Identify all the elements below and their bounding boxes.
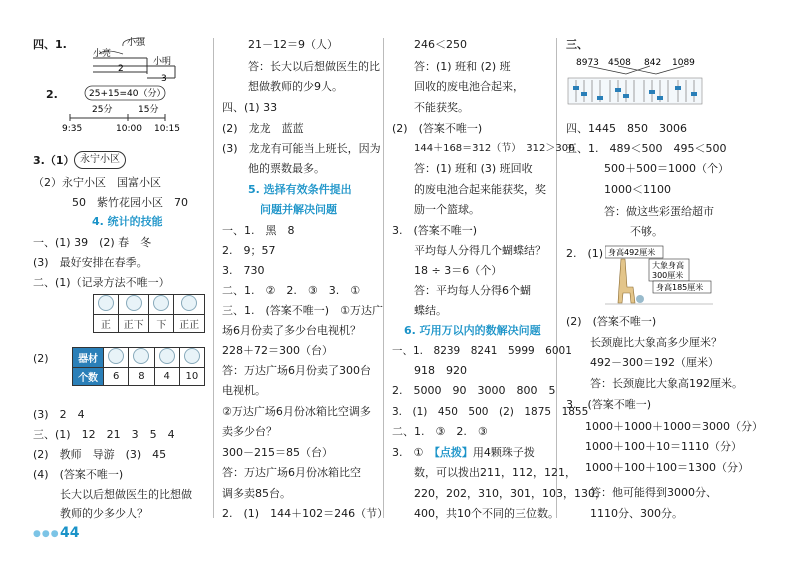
c2-line: 答：长大以后想做医生的比 [248,60,380,73]
c2-line: 2. 9；57 [222,244,276,257]
c3-line-rest: 用4颗珠子拨 [472,446,535,459]
q4-1-label: 四、1. [33,38,67,51]
diagram2-t2: 10:00 [116,124,142,134]
segment-diagram-1 [85,34,195,82]
c2-line: 300－215＝85（台） [222,446,333,459]
c3-line: 220，202，310，301，103，130， [414,487,606,500]
table-cell [129,348,154,368]
section6-title: 6. 巧用万以内的数解决问题 [404,324,541,337]
section4-title: 4. 统计的技能 [92,215,163,228]
abacus-num: 1089 [672,58,695,68]
diagram2-t3: 10:15 [154,124,180,134]
c4-line: 3. (答案不唯一) [566,398,652,411]
c3-line: 励一个篮球。 [414,203,480,216]
tally-cell: 正 [94,315,119,333]
table-cell [179,348,204,368]
table-cell [174,295,205,315]
q3-2: （2）永宁小区 国富小区 [33,176,161,189]
s4-3-4a: 长大以后想做医生的比想做 [60,488,192,501]
s4-2-3: (3) 2 4 [33,408,85,421]
giraffe-height-label: 身高492厘米 [608,248,656,257]
c4-line: 长颈鹿比大象高多少厘米？ [590,336,722,349]
diagram1-n1: 2 [118,64,124,74]
s4-2-1: 二、(1)（记录方法不唯一） [33,276,170,289]
diagram1-label-a: 小亮 [93,49,112,59]
c4-line: 2. (1) [566,247,604,260]
c3-line: 3. (1) 450 500 (2) 1875 1855 [392,406,589,418]
c4-line: 五、1. 489＜500 495＜500 [566,142,727,155]
c3-line: 246＜250 [414,38,467,51]
c2-line: 电视机。 [222,384,266,397]
s4-3-4: (4) (答案不唯一) [33,468,124,481]
column-divider-1 [213,38,214,518]
giraffe-elephant-diagram [605,245,715,307]
diagram2-eq: 25+15=40（分） [89,89,166,99]
elephant-height: 300厘米 [652,271,684,280]
c4-line: 1000＋100＋10＝1110（分） [585,440,742,453]
c3-line: 不能获奖。 [414,101,469,114]
s4-3-1: 三、(1) 12 21 3 5 4 [33,428,175,441]
s4-3-2: (2) 教师 导游 (3) 45 [33,448,167,461]
column-divider-2 [383,38,384,518]
c4-line: 1110分、300分。 [590,507,683,520]
shuttlecock-icon [159,348,175,364]
page-dots: ●●● [33,529,60,539]
count-cell: 6 [104,368,129,386]
c2-line: 一、1. 黑 8 [222,224,295,237]
c4-line: 答：做这些彩蛋给超市 [604,205,714,218]
tally-cell: 下 [149,315,174,333]
c2-line: 他的票数最多。 [248,162,325,175]
timeline-diagram-2 [60,84,190,134]
c4-line: 不够。 [630,225,663,238]
elephant-label: 大象身高 [652,261,684,270]
tally-cell: 正下 [118,315,149,333]
c2-line: 2. (1) 144＋102＝246（节） [222,507,389,520]
q4-2-label: 2. [46,88,58,101]
q3-2b: 50 紫竹花园小区 70 [72,196,188,209]
jump-rope-icon [181,295,197,311]
c3-line: 答：平均每人分得6个蝴 [414,284,531,297]
abacus-num: 842 [644,58,662,68]
table-cell [118,295,149,315]
table-cell [104,348,129,368]
c4-line: 三、 [566,38,588,51]
abacus-num: 8973 [576,58,599,68]
c3-line-hint [392,446,535,460]
shuttlecock-icon [153,295,169,311]
count-table [72,347,205,386]
diagram1-n2: 3 [161,74,167,82]
basketball-icon [133,348,149,364]
c2-line: 3. 730 [222,264,265,277]
s4-3: (3) 最好安排在春季。 [33,256,148,269]
c4-line: 答：他可能得到3000分、 [590,486,717,499]
diagram2-a: 25分 [92,105,113,115]
c3-line: 918 920 [414,364,467,377]
c3-line: 数，可以拨出211，112，121， [414,466,576,479]
section5-title-2: 问题并解决问题 [260,203,337,216]
c3-line: (2) (答案不唯一) [392,122,483,135]
diagram2-b: 15分 [138,105,159,115]
c2-line: (3) 龙龙有可能当上班长，因为 [222,142,381,155]
q3-1-label: 3.（1） [33,154,75,167]
section5-title-1: 5. 选择有效条件提出 [248,183,352,196]
table-cell [94,295,119,315]
c2-line: ②万达广场6月份冰箱比空调多 [222,405,371,418]
c2-line: (2) 龙龙 蓝蓝 [222,122,304,135]
q3-1-answer: 永宁小区 [74,151,126,169]
c2-line: 三、1. (答案不唯一) ①万达广 [222,304,383,317]
c2-line: 21－12＝9（人） [248,38,338,51]
c4-line: 492－300＝192（厘米） [590,356,719,369]
s4-2-2: (2) [33,352,49,365]
jump-rope-icon [184,348,200,364]
c3-line: 400，共10个不同的三位数。 [414,507,559,520]
c3-line: 答：(1) 班和 (2) 班 [414,60,511,73]
diagram1-label-c: 小明 [153,57,172,67]
c3-line: 18 ÷ 3＝6（个） [414,264,503,277]
c4-line: (2) (答案不唯一) [566,315,657,328]
hint-label: 【点拨】 [434,446,473,459]
person-height-label: 身高185厘米 [656,283,704,292]
c3-line: 回收的废电池合起来， [414,80,524,93]
c3-line: 蝶结。 [414,304,447,317]
c3-line: 答：(1) 班和 (3) 班回收 [414,162,533,175]
c2-line: 二、1. ② 2. ③ 3. ① [222,284,361,297]
table-header: 个数 [73,368,104,386]
abacus-num: 4508 [608,58,631,68]
c3-line: 二、1. ③ 2. ③ [392,425,488,438]
count-cell: 8 [129,368,154,386]
diagram2-t1: 9:35 [62,124,83,134]
table-cell [154,348,179,368]
c3-line: 一、1. 8239 8241 5999 6001 [392,345,572,357]
c4-line: 答：长颈鹿比大象高192厘米。 [590,377,743,390]
c3-line: 平均每人分得几个蝴蝶结？ [414,244,546,257]
c3-line: 2. 5000 90 3000 800 5 [392,384,556,397]
c3-line-prefix: 3. ① [392,446,435,459]
c2-line: 答：万达广场6月份冰箱比空 [222,466,361,479]
c2-line: 228＋72＝300（台） [222,344,333,357]
basketball-icon [126,295,142,311]
s4-3-4b: 教师的少多少人？ [60,507,148,520]
column-divider-3 [556,38,557,518]
c2-line: 四、(1) 33 [222,101,278,114]
page-number: 44 [60,525,80,541]
c3-line: 的废电池合起来能获奖，奖 [414,183,546,196]
tally-table [93,294,205,333]
c2-line: 想做教师的少9人。 [248,80,343,93]
c3-line: 3. (答案不唯一) [392,224,478,237]
count-cell: 10 [179,368,204,386]
s4-1: 一、(1) 39 (2) 春 冬 [33,236,152,249]
c2-line: 场6月份卖了多少台电视机？ [222,324,361,337]
c4-line: 1000＋1000＋1000＝3000（分） [585,420,763,433]
table-cell [149,295,174,315]
c2-line: 卖多少台？ [222,425,277,438]
abacus-diagram [566,56,706,108]
c4-line: 1000＋100＋100＝1300（分） [585,461,749,474]
table-header: 器材 [73,348,104,368]
c3-line: 144＋168＝312（节） 312＞300 [414,143,575,154]
c4-line: 1000＜1100 [604,183,671,196]
tally-cell: 正正 [174,315,205,333]
c4-line: 500＋500＝1000（个） [604,162,729,175]
volleyball-icon [108,348,124,364]
c2-line: 调多卖85台。 [222,487,291,500]
volleyball-icon [98,295,114,311]
c4-line: 四、1445 850 3006 [566,122,687,135]
count-cell: 4 [154,368,179,386]
c2-line: 答：万达广场6月份卖了300台 [222,364,371,377]
diagram1-label-b: 小强 [127,38,146,48]
